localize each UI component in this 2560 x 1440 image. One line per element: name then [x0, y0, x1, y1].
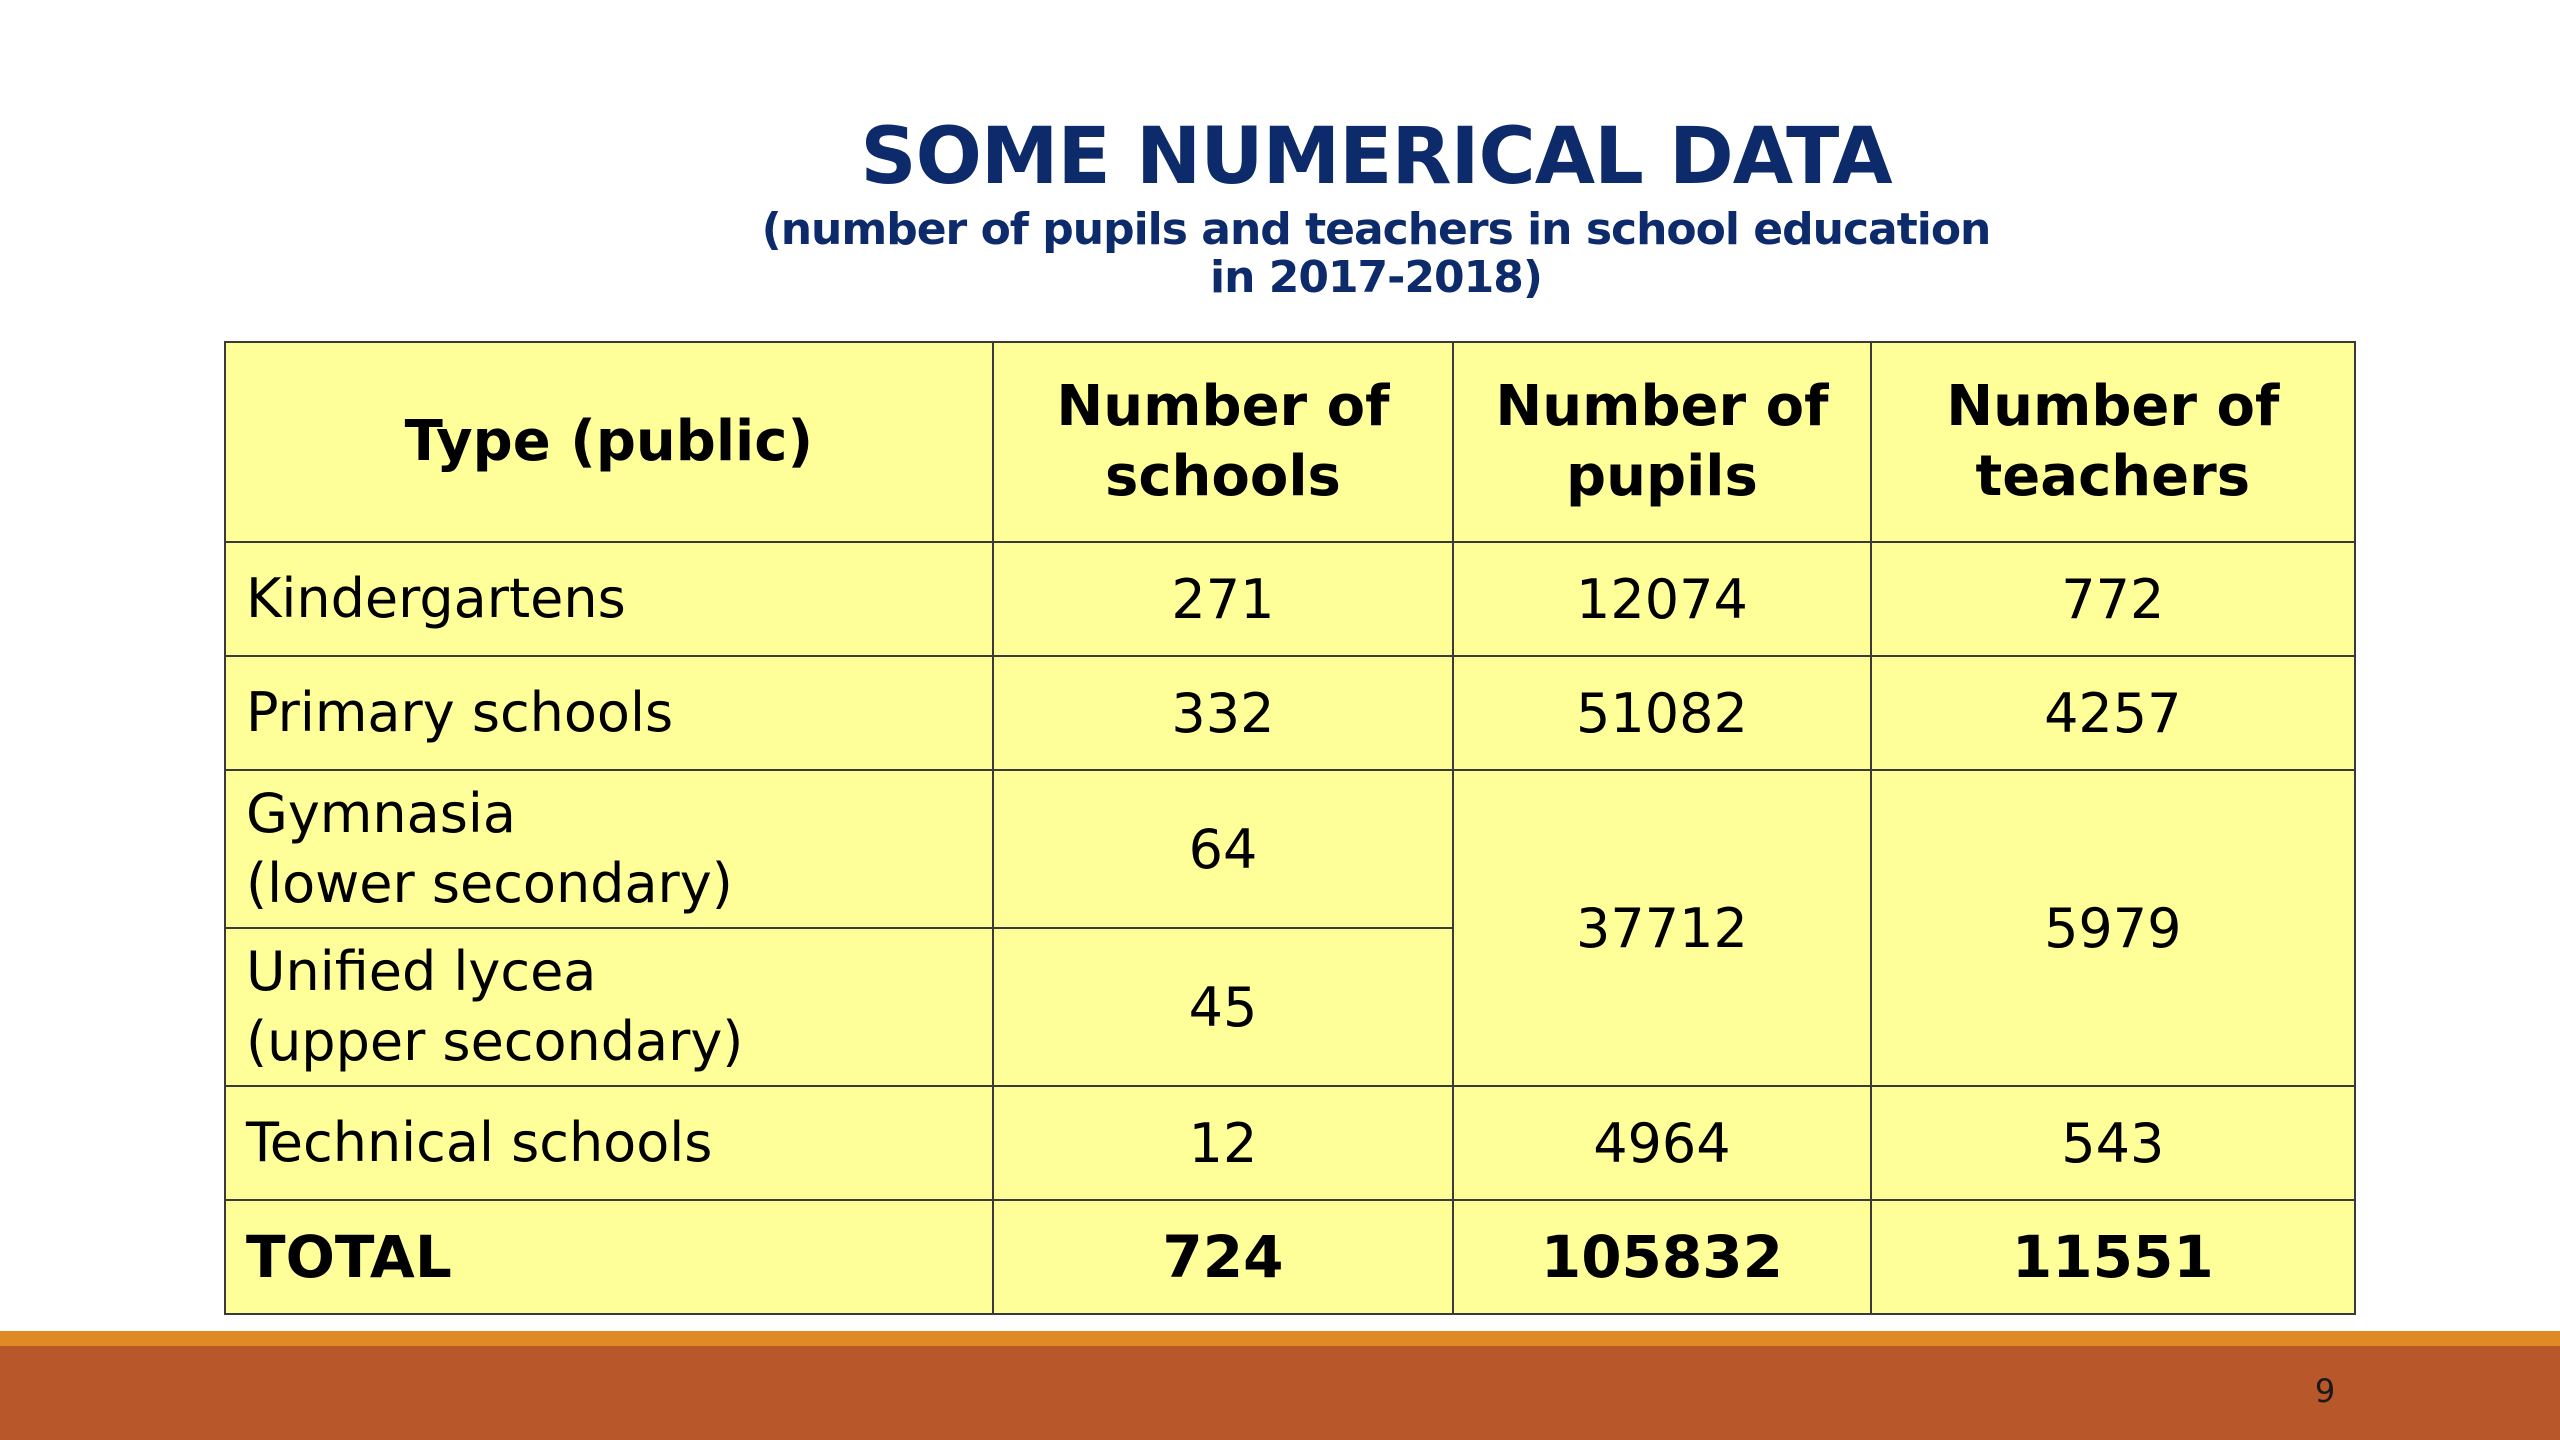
table-row-kindergartens	[225, 542, 2355, 656]
cell-pupils-secondary-combined: 37712	[1453, 770, 1870, 1086]
header-teachers-line1: Number of	[1946, 374, 2280, 439]
slide-title: SOME NUMERICAL DATA	[860, 112, 1892, 202]
cell-type: Technical schools	[225, 1086, 993, 1200]
table-row-total	[225, 1200, 2355, 1314]
table-row-gymnasia	[225, 770, 2355, 928]
table-row-primary	[225, 656, 2355, 770]
cell-schools: 332	[993, 656, 1454, 770]
footer-accent-stripe	[0, 1331, 2560, 1346]
header-type	[225, 342, 993, 542]
header-schools-line2: schools	[1105, 444, 1341, 509]
schools-data-table	[224, 341, 2356, 1315]
cell-type-line2: (lower secondary)	[246, 852, 733, 915]
slide-subtitle-line1: (number of pupils and teachers in school education	[761, 204, 1991, 255]
cell-type-line2: (upper secondary)	[246, 1010, 744, 1073]
cell-teachers: 772	[1871, 542, 2355, 656]
cell-type	[225, 770, 993, 928]
cell-type: Kindergartens	[225, 542, 993, 656]
footer-band	[0, 1346, 2560, 1440]
header-schools	[993, 342, 1454, 542]
header-pupils-line1: Number of	[1495, 374, 1829, 439]
header-pupils	[1453, 342, 1870, 542]
cell-type-line1: Gymnasia	[246, 782, 516, 845]
cell-teachers: 11551	[1871, 1200, 2355, 1314]
page-number: 9	[2314, 1372, 2336, 1410]
header-pupils-line2: pupils	[1566, 444, 1758, 509]
cell-teachers: 4257	[1871, 656, 2355, 770]
table-row-technical	[225, 1086, 2355, 1200]
header-type-label: Type (public)	[404, 409, 814, 474]
cell-schools: 64	[993, 770, 1454, 928]
cell-type	[225, 928, 993, 1086]
cell-type-line1: Unified lycea	[246, 940, 597, 1003]
cell-schools: 271	[993, 542, 1454, 656]
cell-schools: 12	[993, 1086, 1454, 1200]
cell-schools: 724	[993, 1200, 1454, 1314]
cell-pupils: 105832	[1453, 1200, 1870, 1314]
slide-subtitle-line2: in 2017-2018)	[1209, 252, 1543, 303]
cell-type: Primary schools	[225, 656, 993, 770]
cell-pupils: 12074	[1453, 542, 1870, 656]
cell-teachers: 543	[1871, 1086, 2355, 1200]
cell-type: TOTAL	[225, 1200, 993, 1314]
table-header-row	[225, 342, 2355, 542]
title-block	[0, 108, 2560, 302]
header-schools-line1: Number of	[1056, 374, 1390, 439]
cell-teachers-secondary-combined: 5979	[1871, 770, 2355, 1086]
header-teachers	[1871, 342, 2355, 542]
cell-pupils: 4964	[1453, 1086, 1870, 1200]
header-teachers-line2: teachers	[1975, 444, 2251, 509]
cell-schools: 45	[993, 928, 1454, 1086]
cell-pupils: 51082	[1453, 656, 1870, 770]
